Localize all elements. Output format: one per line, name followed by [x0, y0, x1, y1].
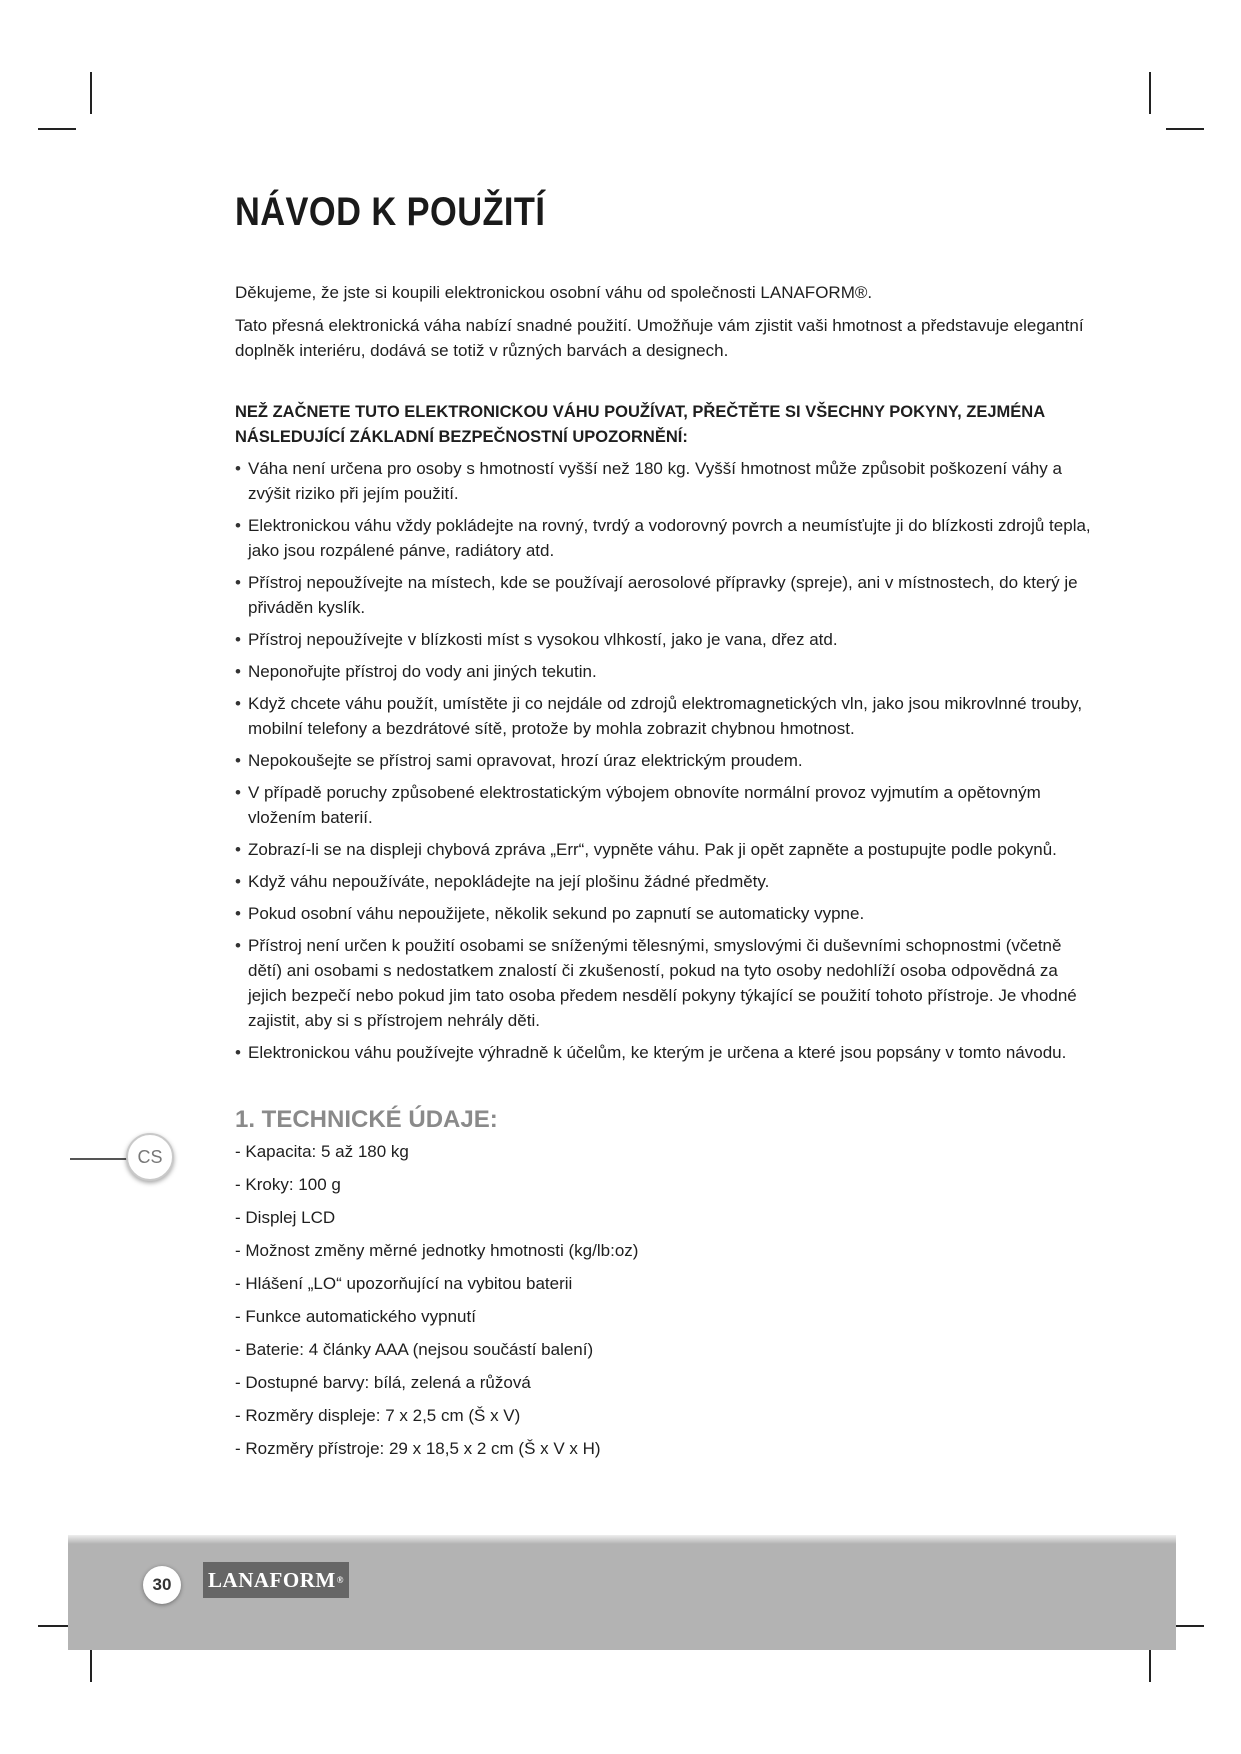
safety-item: • Zobrazí-li se na displeji chybová zpráva „Err“, vypněte váhu. Pak ji opět zapněte a postupujte podle pokynů. — [235, 837, 1095, 862]
tech-spec-item: - Baterie: 4 články AAA (nejsou součástí balení) — [235, 1340, 594, 1359]
document-body — [235, 280, 1095, 1469]
tech-spec-item: - Displej LCD — [235, 1208, 336, 1227]
safety-list — [235, 456, 1095, 1065]
safety-item: • Nepokoušejte se přístroj sami opravovat, hrozí úraz elektrickým proudem. — [235, 748, 1095, 773]
safety-item: • Váha není určena pro osoby s hmotností vyšší než 180 kg. Vyšší hmotnost může způsobit poškození váhy a zvýšit riziko při jejím použití. — [235, 456, 1095, 506]
tech-spec-item: - Hlášení „LO“ upozorňující na vybitou baterii — [235, 1274, 573, 1293]
safety-warning-heading: NEŽ ZAČNETE TUTO ELEKTRONICKOU VÁHU POUŽÍVAT, PŘEČTĚTE SI VŠECHNY POKYNY, ZEJMÉNA NÁSLEDUJÍCÍ ZÁKLADNÍ BEZPEČNOSTNÍ UPOZORNĚNÍ: — [235, 403, 1045, 446]
brand-logo — [203, 1562, 349, 1598]
tech-spec-item: - Funkce automatického vypnutí — [235, 1307, 476, 1326]
safety-item: • Elektronickou váhu používejte výhradně k účelům, ke kterým je určena a které jsou popsány v tomto návodu. — [235, 1040, 1095, 1065]
safety-item: • Elektronickou váhu vždy pokládejte na rovný, tvrdý a vodorovný povrch a neumísťujte ji do blízkosti zdrojů tepla, jako jsou rozpálené pánve, radiátory atd. — [235, 513, 1095, 563]
safety-item: • Když chcete váhu použít, umístěte ji co nejdále od zdrojů elektromagnetických vln, jako jsou mikrovlnné trouby, mobilní telefony a bezdrátové sítě, protože by mohla zobrazit chybnou hmotnost. — [235, 691, 1095, 741]
safety-item: • Když váhu nepoužíváte, nepokládejte na její plošinu žádné předměty. — [235, 869, 1095, 894]
tech-spec-item: - Dostupné barvy: bílá, zelená a růžová — [235, 1373, 531, 1392]
crop-mark — [1166, 128, 1204, 130]
tech-spec-item: - Rozměry displeje: 7 x 2,5 cm (Š x V) — [235, 1406, 521, 1425]
language-badge: CS — [126, 1133, 174, 1181]
tech-spec-item: - Rozměry přístroje: 29 x 18,5 x 2 cm (Š x V x H) — [235, 1439, 601, 1458]
intro-paragraph: Tato přesná elektronická váha nabízí snadné použití. Umožňuje vám zjistit vaši hmotnost a představuje elegantní doplněk interiéru, dodává se totiž v různých barvách a designech. — [235, 316, 1084, 360]
crop-mark — [38, 128, 76, 130]
safety-item: • Přístroj nepoužívejte v blízkosti míst s vysokou vlhkostí, jako je vana, dřez atd. — [235, 627, 1095, 652]
safety-item: • Neponořujte přístroj do vody ani jiných tekutin. — [235, 659, 1095, 684]
safety-item: • Přístroj nepoužívejte na místech, kde se používají aerosolové přípravky (spreje), ani v místnostech, do který je přiváděn kyslík. — [235, 570, 1095, 620]
tech-specs-list — [235, 1139, 1095, 1461]
brand-name: LANAFORM — [208, 1567, 336, 1592]
safety-item: • Přístroj není určen k použití osobami se sníženými tělesnými, smyslovými či duševními schopnostmi (včetně dětí) ani osobami s nedostatkem znalostí či zkušeností, pokud na tyto osoby nedohlíží osoba odpovědná za jejich bezpečí nebo pokud jim tato osoba předem nesdělí pokyny týkající se použití tohoto přístroje. Je vhodné zajistit, aby si s přístrojem nehrály děti. — [235, 933, 1095, 1033]
page-title: NÁVOD K POUŽITÍ — [235, 190, 546, 234]
registered-mark: ® — [336, 1575, 344, 1585]
tech-spec-item: - Kapacita: 5 až 180 kg — [235, 1142, 409, 1161]
tech-specs-heading: 1. TECHNICKÉ ÚDAJE: — [235, 1106, 498, 1133]
tech-spec-item: - Kroky: 100 g — [235, 1175, 341, 1194]
intro-paragraph: Děkujeme, že jste si koupili elektronickou osobní váhu od společnosti LANAFORM®. — [235, 283, 873, 302]
safety-item: • V případě poruchy způsobené elektrostatickým výbojem obnovíte normální provoz vyjmutím a opětovným vložením baterií. — [235, 780, 1095, 830]
tech-spec-item: - Možnost změny měrné jednotky hmotnosti (kg/lb:oz) — [235, 1241, 639, 1260]
crop-mark — [1149, 72, 1151, 114]
crop-mark — [90, 72, 92, 114]
safety-item: • Pokud osobní váhu nepoužijete, několik sekund po zapnutí se automaticky vypne. — [235, 901, 1095, 926]
language-marker-line — [70, 1158, 130, 1160]
page-number: 30 — [143, 1566, 181, 1604]
